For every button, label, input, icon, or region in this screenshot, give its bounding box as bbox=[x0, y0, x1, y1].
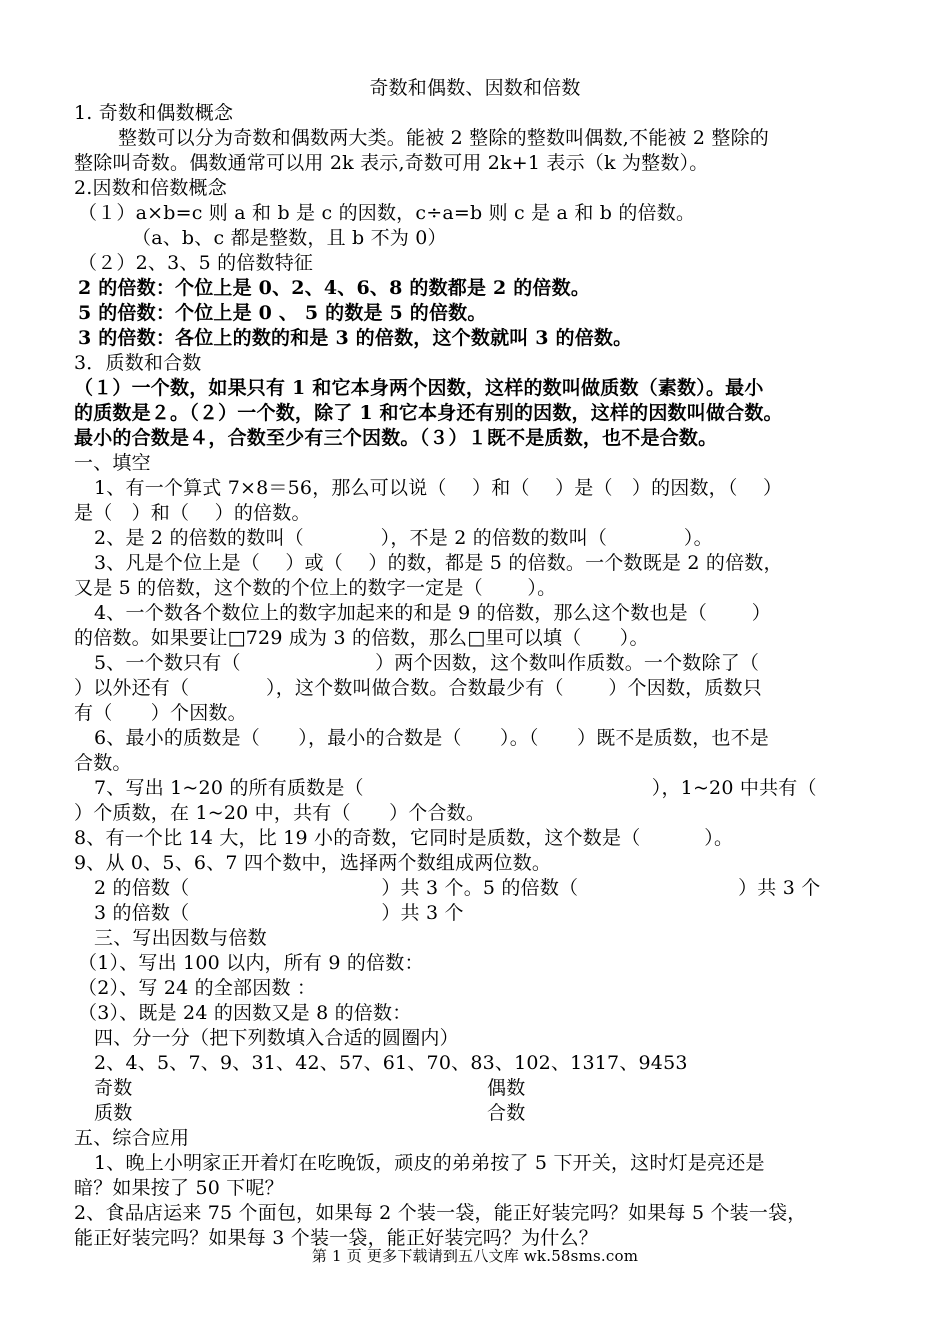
circle-label-prime: 质数 bbox=[94, 1102, 133, 1124]
question-line: 的倍数。如果要让□729 成为 3 的倍数，那么□里可以填（ ）。 bbox=[74, 627, 649, 649]
question-line: 6、最小的质数是（ ），最小的合数是（ ）。（ ）既不是质数，也不是 bbox=[94, 727, 769, 749]
question-line: （1）、写出 100 以内，所有 9 的倍数： bbox=[78, 952, 424, 974]
number-list: 2、4、5、7、9、31、42、57、61、70、83、102、1317、9453 bbox=[94, 1052, 688, 1074]
text-line: （１）a×b=c 则 a 和 b 是 c 的因数，c÷a=b 则 c 是 a 和 b 的倍数。 bbox=[78, 202, 696, 224]
page-footer: 第 1 页 更多下载请到五八文库 wk.58sms.com bbox=[311, 1247, 639, 1265]
text-line: 整除叫奇数。偶数通常可以用 2k 表示,奇数可用 2k+1 表示（k 为整数）。 bbox=[74, 152, 709, 174]
rule-multiple-of-5: 5 的倍数：个位上是 0 、 5 的数是 5 的倍数。 bbox=[78, 302, 487, 324]
circle-label-even: 偶数 bbox=[487, 1077, 526, 1099]
question-line: 1、晚上小明家正开着灯在吃晚饭，顽皮的弟弟按了 5 下开关，这时灯是亮还是 bbox=[94, 1152, 765, 1174]
section-odd-even-heading: 1. 奇数和偶数概念 bbox=[74, 102, 234, 124]
section-factors-multiples-heading: 三、写出因数与倍数 bbox=[94, 927, 267, 949]
question-line: 能正好装完吗？如果每 3 个装一袋，能正好装完吗？为什么？ bbox=[74, 1227, 598, 1249]
text-line: （１）一个数，如果只有 1 和它本身两个因数，这样的数叫做质数（素数）。最小 bbox=[74, 377, 764, 399]
text-line: （a、b、c 都是整数，且 b 不为 0） bbox=[132, 227, 447, 249]
question-line: 5、一个数只有（ ）两个因数，这个数叫作质数。一个数除了（ bbox=[94, 652, 760, 674]
question-line: 4、一个数各个数位上的数字加起来的和是 9 的倍数，那么这个数也是（ ） bbox=[94, 602, 771, 624]
text-line: 最小的合数是４，合数至少有三个因数。（３）１既不是质数，也不是合数。 bbox=[74, 427, 718, 449]
question-line: ）个质数，在 1~20 中，共有（ ）个合数。 bbox=[74, 802, 486, 824]
circle-label-composite: 合数 bbox=[487, 1102, 526, 1124]
circle-label-odd: 奇数 bbox=[94, 1077, 133, 1099]
question-line: 是（ ）和（ ）的倍数。 bbox=[74, 502, 311, 524]
section-classify-heading: 四、分一分（把下列数填入合适的圆圈内） bbox=[94, 1027, 459, 1049]
question-line: 合数。 bbox=[74, 752, 132, 774]
section-factor-multiple-heading: 2.因数和倍数概念 bbox=[74, 177, 227, 199]
question-line: 9、从 0、5、6、7 四个数中，选择两个数组成两位数。 bbox=[74, 852, 552, 874]
section-fill-blank-heading: 一、填空 bbox=[74, 452, 151, 474]
question-line: 有（ ）个因数。 bbox=[74, 702, 247, 724]
question-line: 2、食品店运来 75 个面包，如果每 2 个装一袋，能正好装完吗？如果每 5 个装一袋， bbox=[74, 1202, 807, 1224]
text-line: （２）2、3、5 的倍数特征 bbox=[78, 252, 314, 274]
rule-multiple-of-3: 3 的倍数：各位上的数的和是 3 的倍数，这个数就叫 3 的倍数。 bbox=[78, 327, 633, 349]
question-line: （3）、既是 24 的因数又是 8 的倍数： bbox=[78, 1002, 412, 1024]
question-line: 3、凡是个位上是（ ）或（ ）的数，都是 5 的倍数。一个数既是 2 的倍数， bbox=[94, 552, 783, 574]
section-prime-composite-heading: 3．质数和合数 bbox=[74, 352, 202, 374]
question-line: ）以外还有（ ），这个数叫做合数。合数最少有（ ）个因数，质数只 bbox=[74, 677, 762, 699]
question-line: 2、是 2 的倍数的数叫（ ），不是 2 的倍数的数叫（ ）。 bbox=[94, 527, 713, 549]
rule-multiple-of-2: 2 的倍数：个位上是 0、2、4、6、8 的数都是 2 的倍数。 bbox=[78, 277, 591, 299]
question-line: 7、写出 1~20 的所有质数是（ ），1~20 中共有（ bbox=[94, 777, 817, 799]
question-line: 又是 5 的倍数，这个数的个位上的数字一定是（ ）。 bbox=[74, 577, 557, 599]
question-line: （2）、写 24 的全部因数 ： bbox=[78, 977, 317, 999]
document-title: 奇数和偶数、因数和倍数 bbox=[369, 77, 581, 99]
question-line: 3 的倍数（ ）共 3 个 bbox=[94, 902, 464, 924]
question-line: 8、有一个比 14 大，比 19 小的奇数，它同时是质数，这个数是（ ）。 bbox=[74, 827, 734, 849]
question-line: 1、有一个算式 7×8＝56，那么可以说（ ）和（ ）是（ ）的因数，（ ） bbox=[94, 477, 783, 499]
text-line: 的质数是２。（２）一个数，除了 1 和它本身还有别的因数，这样的因数叫做合数。 bbox=[74, 402, 783, 424]
section-application-heading: 五、综合应用 bbox=[74, 1127, 190, 1149]
question-line: 暗？如果按了 50 下呢？ bbox=[74, 1177, 284, 1199]
text-line: 整数可以分为奇数和偶数两大类。能被 2 整除的整数叫偶数,不能被 2 整除的 bbox=[118, 127, 769, 149]
question-line: 2 的倍数（ ）共 3 个。5 的倍数（ ）共 3 个 bbox=[94, 877, 821, 899]
